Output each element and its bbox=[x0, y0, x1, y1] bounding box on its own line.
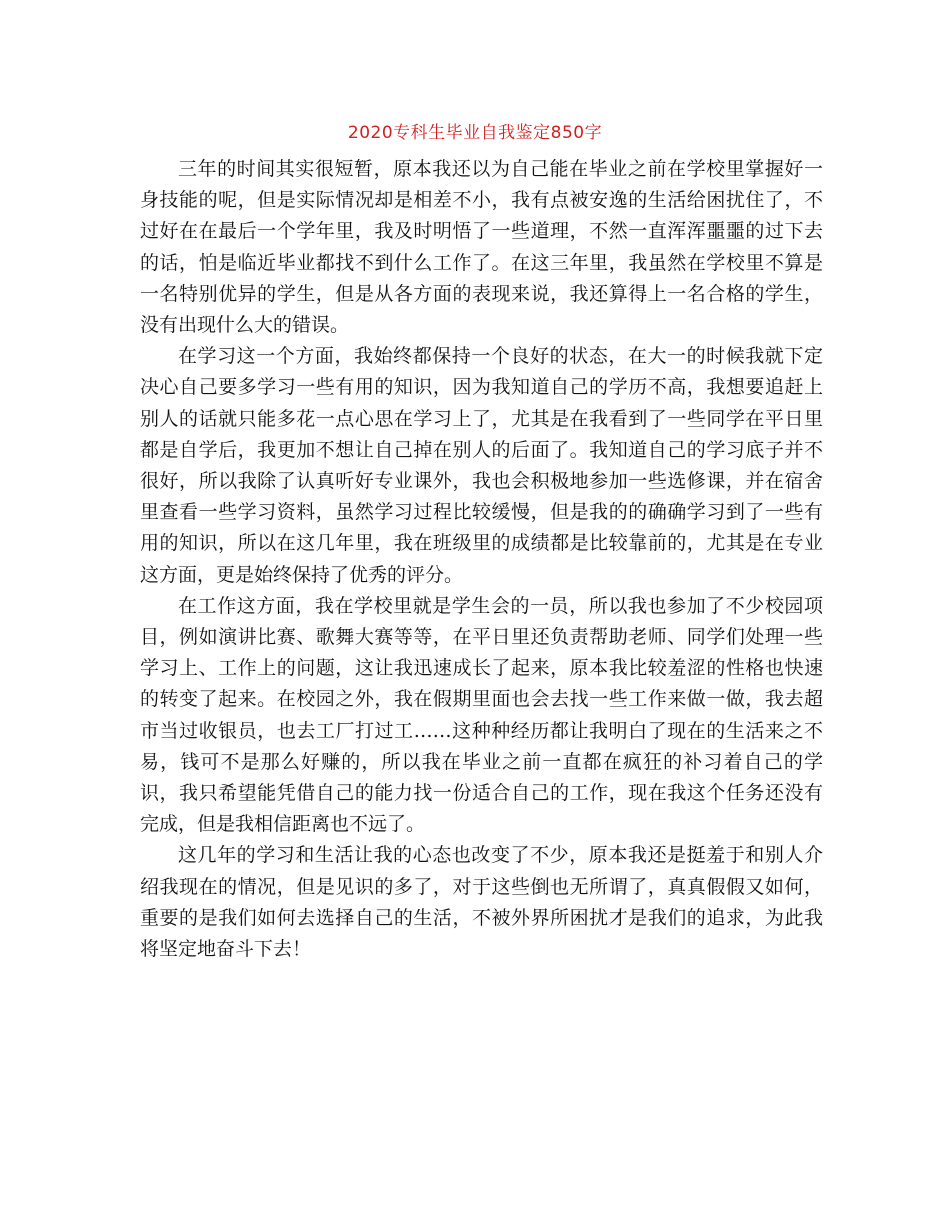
document-body bbox=[140, 154, 823, 965]
document-title: 2020专科生毕业自我鉴定850字 bbox=[347, 123, 603, 143]
paragraph-3: 在工作这方面，我在学校里就是学生会的一员，所以我也参加了不少校园项目，例如演讲比赛、歌舞大赛等等，在平日里还负责帮助老师、同学们处理一些学习上、工作上的问题，这让我迅速成长了起来，原本我比较羞涩的性格也快速的转变了起来。在校园之外，我在假期里面也会去找一些工作来做一做，我去超市当过收银员，也去工厂打过工……这种种经历都让我明白了现在的生活来之不易，钱可不是那么好赚的，所以我在毕业之前一直都在疯狂的补习着自己的学识，我只希望能凭借自己的能力找一份适合自己的工作，现在我这个任务还没有完成，但是我相信距离也不远了。 bbox=[140, 594, 823, 836]
paragraph-4: 这几年的学习和生活让我的心态也改变了不少，原本我还是挺羞于和别人介绍我现在的情况，但是见识的多了，对于这些倒也无所谓了，真真假假又如何，重要的是我们如何去选择自己的生活，不被外界所困扰才是我们的追求，为此我将坚定地奋斗下去！ bbox=[140, 844, 823, 961]
paragraph-2: 在学习这一个方面，我始终都保持一个良好的状态，在大一的时候我就下定决心自己要多学习一些有用的知识，因为我知道自己的学历不高，我想要追赶上别人的话就只能多花一点心思在学习上了，尤其是在我看到了一些同学在平日里都是自学后，我更加不想让自己掉在别人的后面了。我知道自己的学习底子并不很好，所以我除了认真听好专业课外，我也会积极地参加一些选修课，并在宿舍里查看一些学习资料，虽然学习过程比较缓慢，但是我的的确确学习到了一些有用的知识，所以在这几年里，我在班级里的成绩都是比较靠前的，尤其是在专业这方面，更是始终保持了优秀的评分。 bbox=[140, 345, 823, 586]
paragraph-1: 三年的时间其实很短暂，原本我还以为自己能在毕业之前在学校里掌握好一身技能的呢，但是实际情况却是相差不小，我有点被安逸的生活给困扰住了，不过好在在最后一个学年里，我及时明悟了一些道理，不然一直浑浑噩噩的过下去的话，怕是临近毕业都找不到什么工作了。在这三年里，我虽然在学校里不算是一名特别优异的学生，但是从各方面的表现来说，我还算得上一名合格的学生，没有出现什么大的错误。 bbox=[140, 158, 823, 337]
